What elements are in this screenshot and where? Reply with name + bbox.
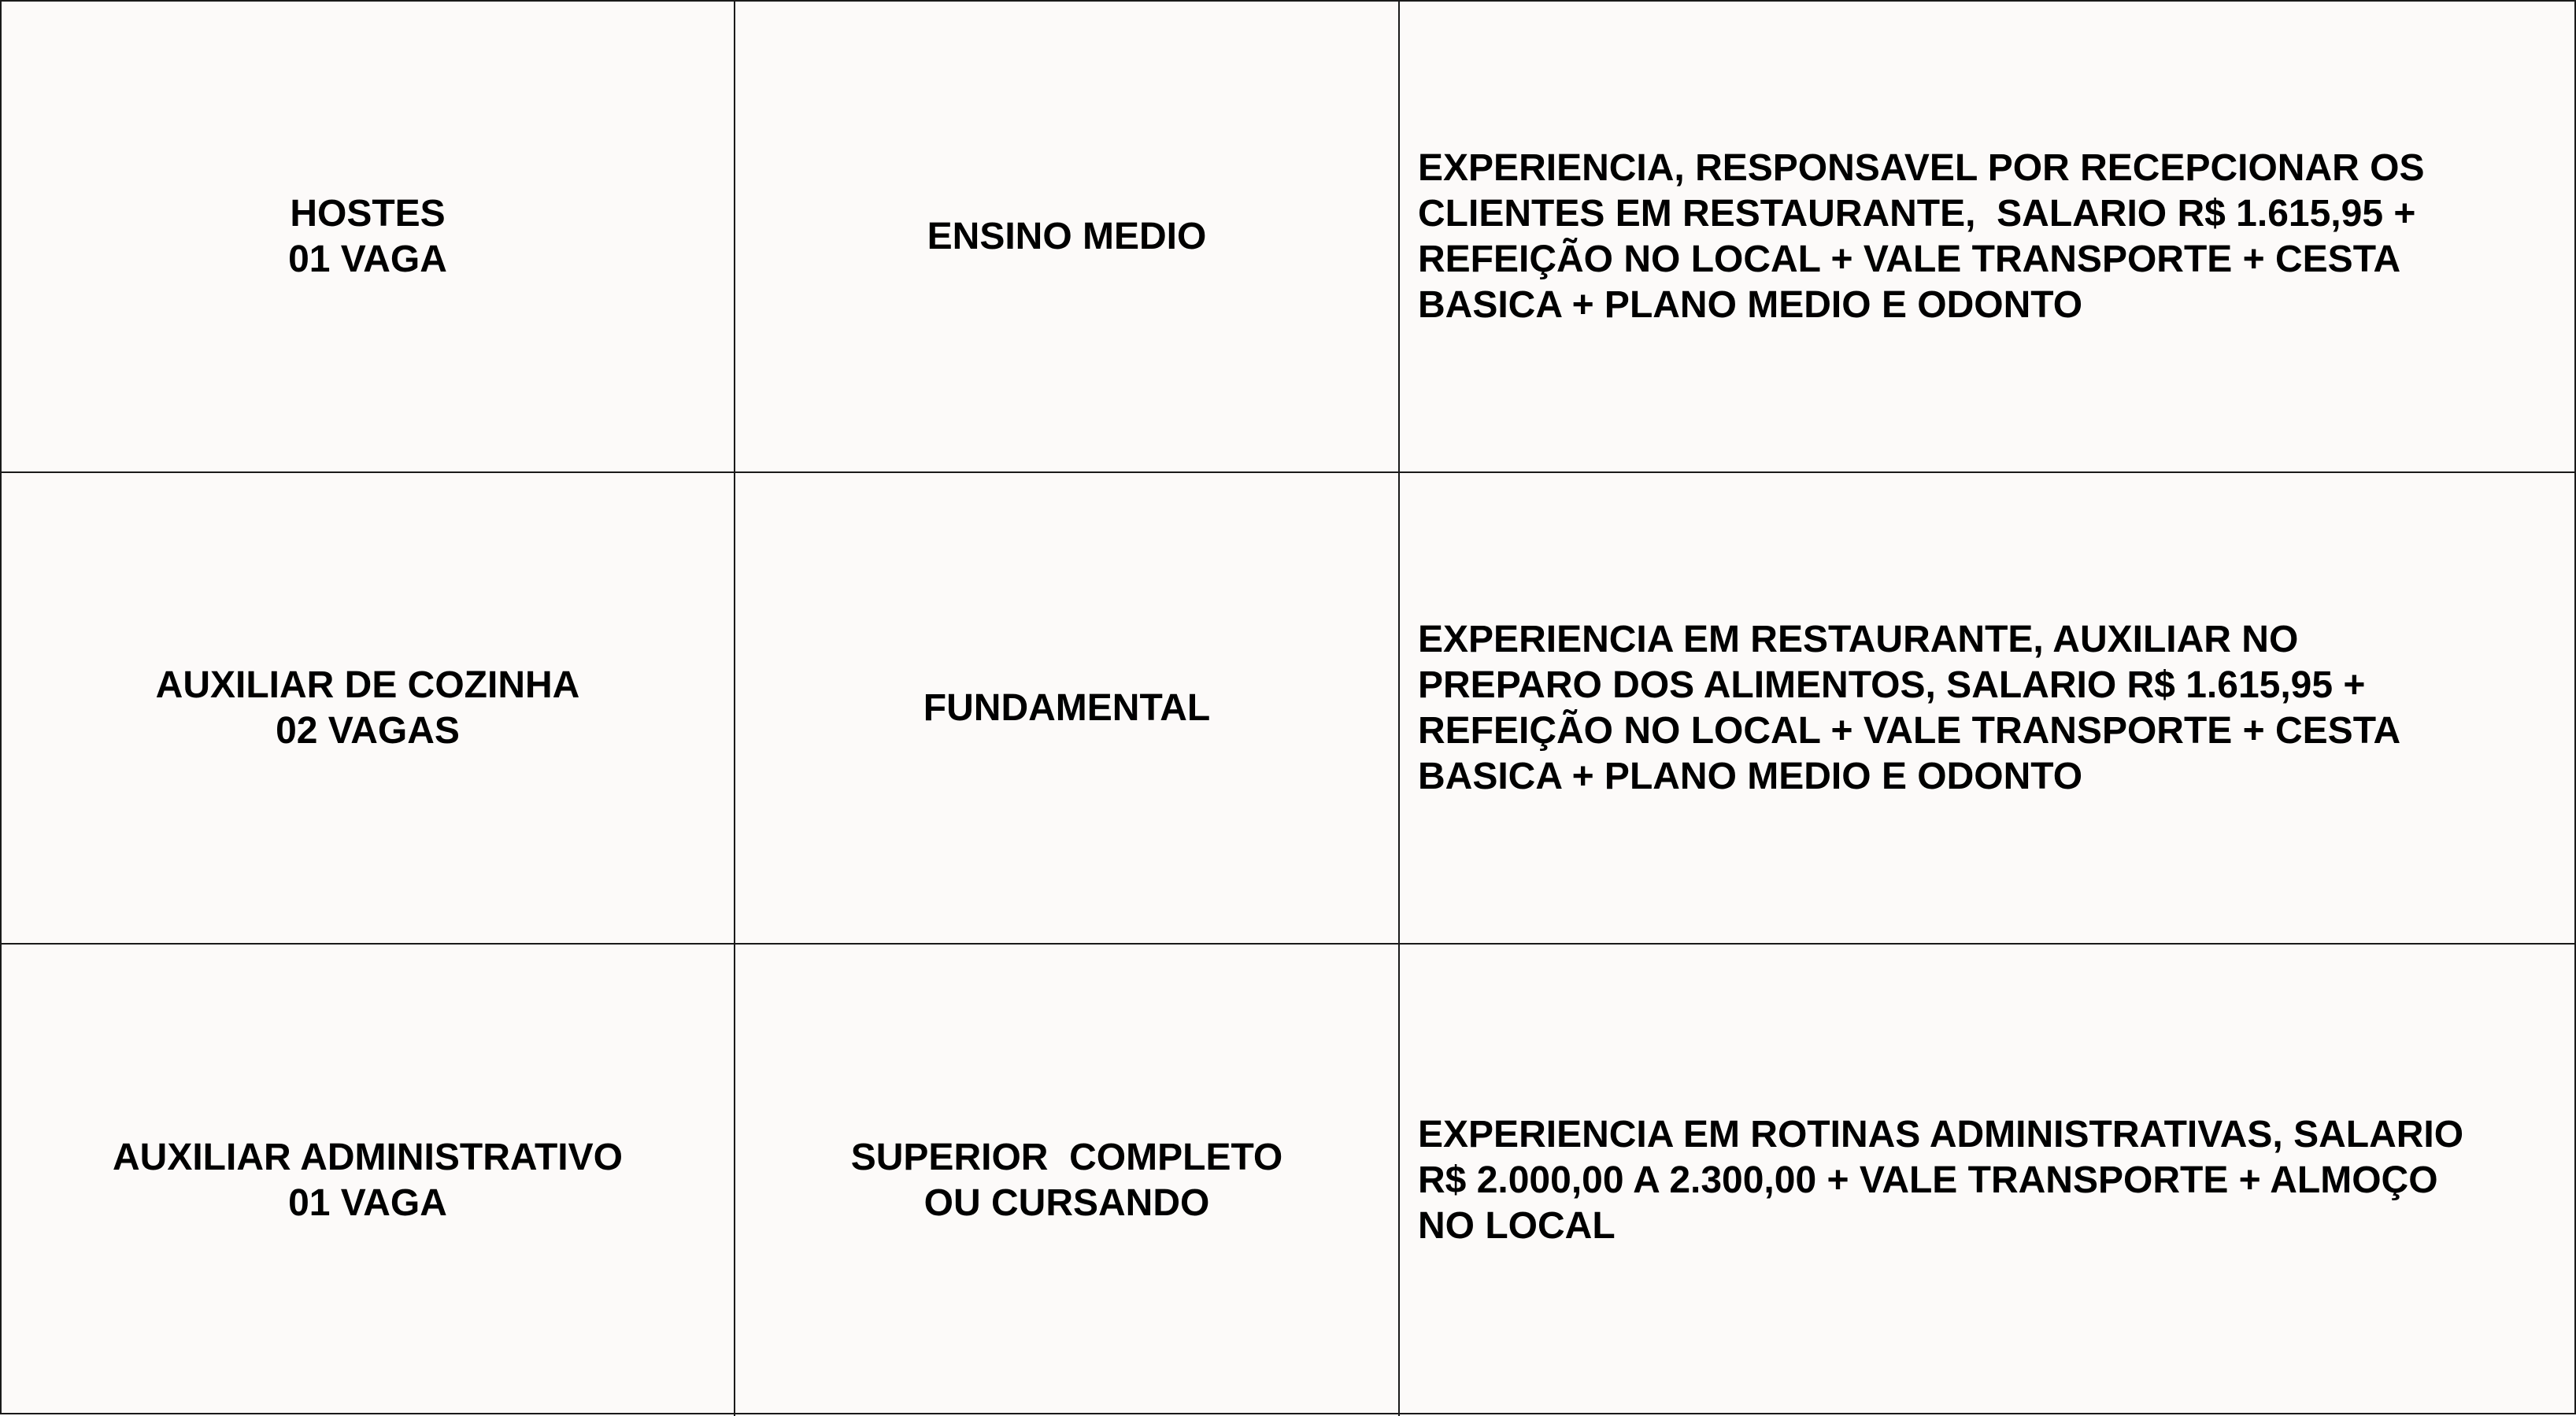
education-line: SUPERIOR COMPLETO [850, 1136, 1283, 1178]
role-title: AUXILIAR ADMINISTRATIVO [113, 1136, 623, 1178]
education-line: OU CURSANDO [923, 1181, 1210, 1224]
description-line: PREPARO DOS ALIMENTOS, SALARIO R$ 1.615,95 + [1418, 664, 2366, 706]
education-line: ENSINO MEDIO [927, 215, 1207, 257]
role-title: AUXILIAR DE COZINHA [155, 664, 580, 706]
openings-count: 01 VAGA [288, 1181, 447, 1224]
description-line: REFEIÇÃO NO LOCAL + VALE TRANSPORTE + CESTA [1418, 709, 2401, 752]
description-line: BASICA + PLANO MEDIO E ODONTO [1418, 755, 2083, 797]
description-line: REFEIÇÃO NO LOCAL + VALE TRANSPORTE + CESTA [1418, 238, 2401, 280]
description-line: EXPERIENCIA EM ROTINAS ADMINISTRATIVAS, SALARIO [1418, 1113, 2464, 1155]
description-line: NO LOCAL [1418, 1204, 1616, 1247]
description-line: EXPERIENCIA, RESPONSAVEL POR RECEPCIONAR OS [1418, 146, 2425, 189]
openings-count: 01 VAGA [288, 238, 447, 280]
description-cell [1400, 2, 2576, 473]
description-line: CLIENTES EM RESTAURANTE, SALARIO R$ 1.615,95 + [1418, 192, 2416, 235]
education-cell [735, 473, 1400, 945]
description-cell [1400, 945, 2576, 1416]
description-cell [1400, 473, 2576, 945]
role-cell [2, 473, 735, 945]
role-cell [2, 945, 735, 1416]
role-title: HOSTES [290, 192, 446, 235]
education-line: FUNDAMENTAL [923, 686, 1211, 729]
description-line: BASICA + PLANO MEDIO E ODONTO [1418, 283, 2083, 326]
education-cell [735, 945, 1400, 1416]
education-cell [735, 2, 1400, 473]
role-cell [2, 2, 735, 473]
description-line: EXPERIENCIA EM RESTAURANTE, AUXILIAR NO [1418, 618, 2299, 660]
description-line: R$ 2.000,00 A 2.300,00 + VALE TRANSPORTE + ALMOÇO [1418, 1159, 2438, 1201]
openings-count: 02 VAGAS [276, 709, 460, 752]
